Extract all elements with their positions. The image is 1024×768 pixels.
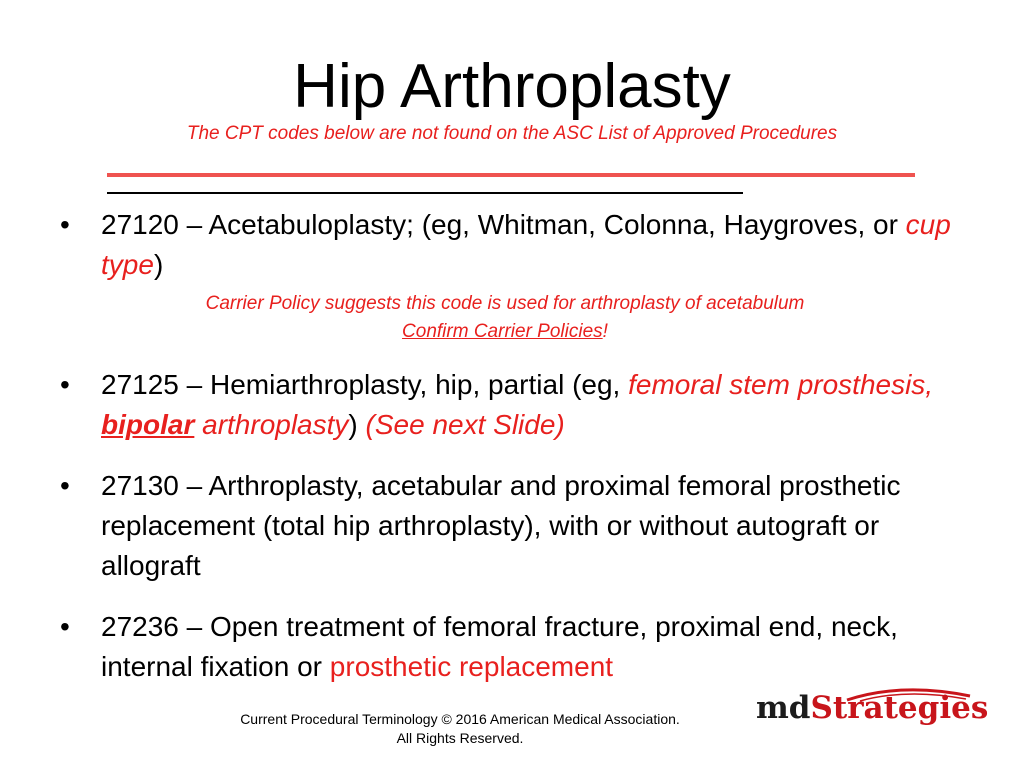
slide-title: Hip Arthroplasty — [293, 52, 731, 121]
title-divider-black — [107, 192, 743, 194]
bullet-highlight: arthroplasty — [194, 409, 349, 440]
bullet-marker: • — [60, 209, 70, 240]
bullet-text-main: 27120 – Acetabuloplasty; (eg, Whitman, Colonna, Haygroves, or — [101, 209, 906, 240]
bullet-item-27125 — [60, 365, 960, 445]
slide-subtitle: The CPT codes below are not found on the ASC List of Approved Procedures — [186, 123, 838, 144]
bullet-text — [101, 607, 960, 687]
logo-md: md — [756, 690, 811, 726]
bullet-text-main: 27236 – Open treatment of femoral fracture, proximal end, neck, internal fixation or — [101, 611, 898, 682]
rights-line: All Rights Reserved. — [396, 730, 524, 746]
bullet-highlight: prosthetic replacement — [329, 651, 614, 682]
note-end: ! — [602, 321, 608, 342]
bullet-highlight-bold: bipolar — [101, 409, 195, 440]
bullet-text — [101, 205, 960, 285]
bullet-text — [101, 365, 960, 445]
bullet-highlight: cup type — [101, 209, 951, 280]
bullet-marker: • — [60, 470, 70, 501]
bullet-item-27236 — [60, 607, 960, 687]
bullet-text: 27130 – Arthroplasty, acetabular and proximal femoral prosthetic replacement (total hip arthroplasty), with or without autograft or allograft — [101, 470, 901, 581]
bullet-text-mid: ) — [348, 409, 366, 440]
bullet-text-end: ) — [153, 249, 164, 280]
copyright-footer — [230, 710, 690, 748]
bullet-marker: • — [60, 369, 70, 400]
see-next-slide-note: (See next Slide) — [365, 409, 565, 440]
bullet-item-27120 — [60, 205, 960, 285]
bullet-item-27130 — [60, 466, 960, 586]
note-line: Carrier Policy suggests this code is used for arthroplasty of acetabulum — [205, 293, 805, 314]
mdstrategies-logo — [752, 684, 989, 734]
logo-strategies: Strategies — [810, 690, 989, 726]
bullet-highlight: femoral stem prosthesis, — [628, 369, 934, 400]
confirm-carrier-policies-link[interactable]: Confirm Carrier Policies — [402, 321, 603, 342]
bullet-marker: • — [60, 611, 70, 642]
bullet-text-main: 27125 – Hemiarthroplasty, hip, partial (eg, — [101, 369, 629, 400]
logo-wordmark — [756, 690, 988, 726]
carrier-policy-note — [80, 290, 930, 346]
copyright-line: Current Procedural Terminology © 2016 American Medical Association. — [240, 711, 680, 727]
title-divider-red — [107, 173, 915, 177]
